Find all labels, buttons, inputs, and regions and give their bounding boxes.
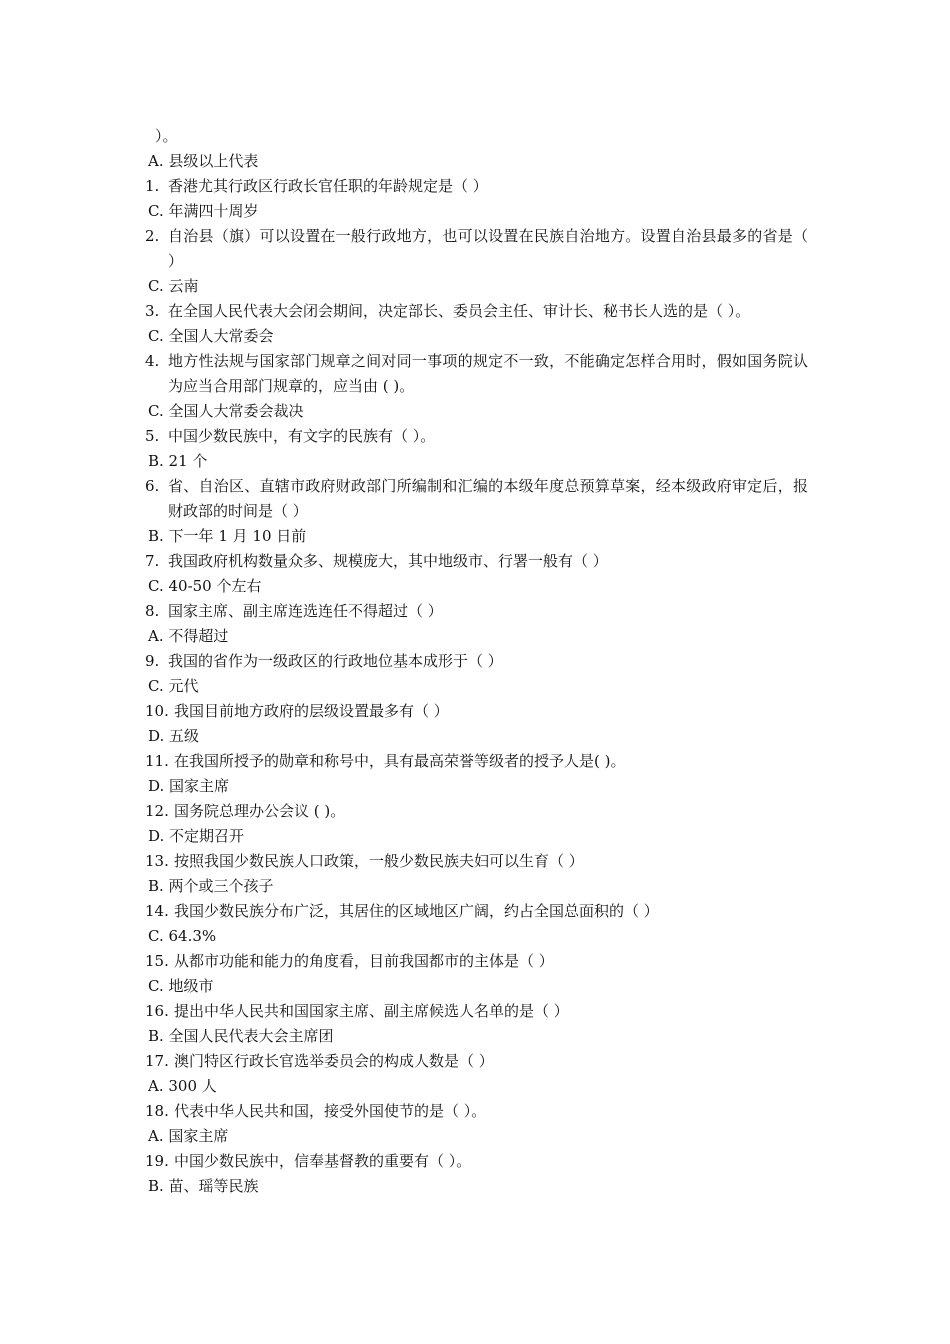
answer-line: A. 300 人: [148, 1077, 217, 1095]
answer-line: C. 地级市: [148, 977, 214, 995]
question-item: [145, 799, 808, 824]
answer-line: C. 全国人大常委会: [148, 327, 274, 345]
question-text: 在我国所授予的勋章和称号中，具有最高荣誉等级者的授予人是( )。: [174, 752, 626, 770]
question-item: [145, 1049, 808, 1074]
question-text: 自治县（旗）可以设置在一般行政地方，也可以设置在民族自治地方。设置自治县最多的省是（ ）: [168, 227, 808, 270]
answer-line: B. 全国人民代表大会主席团: [148, 1027, 334, 1045]
answer-line: A. 国家主席: [148, 1127, 229, 1145]
question-text: 中国少数民族中，有文字的民族有（ ）。: [168, 427, 436, 445]
question-text: 我国目前地方政府的层级设置最多有（ ）: [174, 702, 449, 720]
question-number: 16.: [145, 1002, 169, 1020]
question-item: [145, 424, 808, 449]
question-item: [145, 349, 808, 399]
question-number: 5.: [145, 427, 160, 445]
question-text: 香港尤其行政区行政长官任职的年龄规定是（ ）: [168, 177, 488, 195]
question-item: [145, 474, 808, 524]
question-text: 国务院总理办公会议 ( )。: [174, 802, 346, 820]
question-item: [145, 1099, 808, 1124]
question-list: [145, 174, 808, 1199]
question-text: 从都市功能和能力的角度看，目前我国都市的主体是（ ）: [174, 952, 554, 970]
question-item: [145, 224, 808, 274]
answer-line: D. 国家主席: [148, 777, 230, 795]
answer-line: A. 县级以上代表: [148, 152, 259, 170]
question-number: 11.: [145, 752, 169, 770]
answer-line: C. 云南: [148, 277, 199, 295]
question-item: [145, 849, 808, 874]
answer-line: D. 五级: [148, 727, 200, 745]
question-number: 15.: [145, 952, 169, 970]
question-text: 我国少数民族分布广泛，其居住的区域地区广阔，约占全国总面积的（ ）: [174, 902, 659, 920]
question-text: 国家主席、副主席连选连任不得超过（ ）: [168, 602, 443, 620]
document-body: [145, 124, 808, 1199]
question-number: 19.: [145, 1152, 169, 1170]
question-text: 提出中华人民共和国国家主席、副主席候选人名单的是（ ）: [174, 1002, 569, 1020]
question-item: [145, 1149, 808, 1174]
question-number: 2.: [145, 227, 160, 245]
question-number: 8.: [145, 602, 160, 620]
answer-line: C. 64.3%: [148, 927, 217, 945]
question-item: [145, 949, 808, 974]
question-text: 地方性法规与国家部门规章之间对同一事项的规定不一致，不能确定怎样合用时，假如国务院认为应当合用部门规章的，应当由 ( )。: [168, 352, 808, 395]
question-number: 4.: [145, 352, 160, 370]
question-number: 9.: [145, 652, 160, 670]
answer-line: B. 下一年 1 月 10 日前: [148, 527, 307, 545]
question-item: [145, 599, 808, 624]
question-text: 省、自治区、直辖市政府财政部门所编制和汇编的本级年度总预算草案，经本级政府审定后，报财政部的时间是（ ）: [168, 477, 808, 520]
question-item: [145, 649, 808, 674]
question-item: [145, 699, 808, 724]
question-text: 中国少数民族中，信奉基督教的重要有（ ）。: [174, 1152, 472, 1170]
question-number: 10.: [145, 702, 169, 720]
question-number: 7.: [145, 552, 160, 570]
answer-line: D. 不定期召开: [148, 827, 245, 845]
answer-line: B. 苗、瑶等民族: [148, 1177, 259, 1195]
question-text: 按照我国少数民族人口政策，一般少数民族夫妇可以生育（ ）: [174, 852, 584, 870]
question-text: 在全国人民代表大会闭会期间，决定部长、委员会主任、审计长、秘书长人选的是（ ）。: [168, 302, 751, 320]
question-number: 3.: [145, 302, 160, 320]
answer-line: C. 全国人大常委会裁决: [148, 402, 304, 420]
question-item: [145, 299, 808, 324]
question-text: 代表中华人民共和国，接受外国使节的是（ ）。: [174, 1102, 487, 1120]
question-item: [145, 174, 808, 199]
question-number: 13.: [145, 852, 169, 870]
question-item: [145, 749, 808, 774]
question-item: [145, 899, 808, 924]
question-number: 12.: [145, 802, 169, 820]
answer-line: C. 元代: [148, 677, 199, 695]
answer-line: A. 不得超过: [148, 627, 229, 645]
question-item: [145, 999, 808, 1024]
question-number: 6.: [145, 477, 160, 495]
answer-line: C. 40-50 个左右: [148, 577, 262, 595]
question-text: 我国政府机构数量众多、规模庞大，其中地级市、行署一般有（ ）: [168, 552, 608, 570]
question-text: 澳门特区行政长官选举委员会的构成人数是（ ）: [174, 1052, 494, 1070]
question-number: 1.: [145, 177, 160, 195]
question-number: 14.: [145, 902, 169, 920]
answer-line: B. 21 个: [148, 452, 208, 470]
question-number: 18.: [145, 1102, 169, 1120]
question-number: 17.: [145, 1052, 169, 1070]
question-item: [145, 549, 808, 574]
answer-line: C. 年满四十周岁: [148, 202, 259, 220]
question-text: 我国的省作为一级政区的行政地位基本成形于（ ）: [168, 652, 503, 670]
continuation-line: ）。: [155, 127, 178, 145]
answer-line: B. 两个或三个孩子: [148, 877, 274, 895]
